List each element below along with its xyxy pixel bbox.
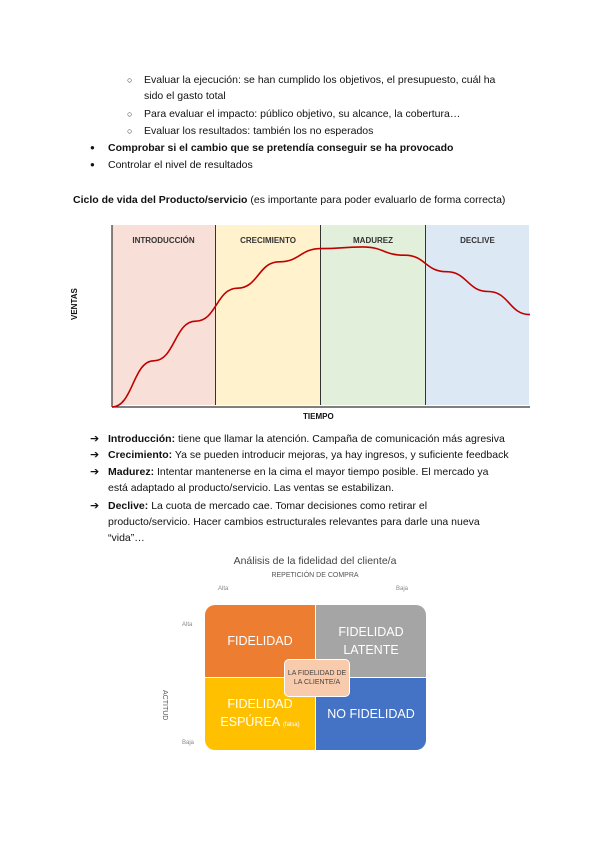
phase-label-declive: DECLIVE bbox=[460, 236, 495, 245]
bullet-icon: ● bbox=[90, 160, 95, 169]
subitem-impacto bbox=[127, 106, 132, 122]
matrix-left-bottom-label: Baja bbox=[182, 740, 195, 746]
matrix-left-top-label: Alta bbox=[182, 622, 193, 628]
chart-svg bbox=[100, 220, 540, 420]
sales-curve bbox=[112, 247, 530, 407]
quadrant-no-fidelidad: NO FIDELIDAD bbox=[316, 678, 426, 750]
circle-bullet-icon: ○ bbox=[127, 109, 133, 119]
quadrant-fidelidad: FIDELIDAD bbox=[205, 605, 315, 677]
phase-label-crecimiento: CRECIMIENTO bbox=[240, 236, 296, 245]
y-axis-label: VENTAS bbox=[70, 288, 79, 320]
circle-bullet-icon: ○ bbox=[127, 75, 133, 85]
arrow-icon: ➔ bbox=[90, 449, 100, 461]
bullet-controlar: Controlar el nivel de resultados bbox=[108, 159, 253, 171]
bullet-comprobar: Comprobar si el cambio que se pretendía conseguir se ha provocado bbox=[108, 142, 454, 154]
matrix-axis-y: ACTITUD bbox=[161, 690, 168, 721]
phase-label-introduccion: INTRODUCCIÓN bbox=[132, 236, 195, 245]
arrow-item-madurez: Madurez: Intentar mantenerse en la cima el mayor tiempo posible. El mercado ya está adaptado al producto/servicio. Las ventas se estabilizan. bbox=[108, 466, 489, 494]
subitem-resultados bbox=[127, 123, 132, 139]
matrix-top-left-label: Alta bbox=[218, 586, 229, 592]
arrow-item-declive: Declive: La cuota de mercado cae. Tomar decisiones como retirar el producto/servicio. Hacer cambios estructurales relevantes para darle una nueva “vida”… bbox=[108, 500, 480, 544]
matrix-top-right-label: Baja bbox=[396, 586, 409, 592]
matrix-subtitle: REPETICIÓN DE COMPRA bbox=[271, 572, 359, 579]
subitem-ejecucion-text: Evaluar la ejecución: se han cumplido los objetivos, el presupuesto, cuál ha sido el gasto total bbox=[144, 74, 496, 102]
subitem-impacto-text: Para evaluar el impacto: público objetivo, su alcance, la cobertura… bbox=[144, 108, 461, 120]
phase-label-madurez: MADUREZ bbox=[353, 236, 393, 245]
quadrant-fidelidad-espurea: FIDELIDAD ESPÚREA (falsa) bbox=[205, 678, 315, 750]
section-title: Ciclo de vida del Producto/servicio (es importante para poder evaluarlo de forma correcta) bbox=[73, 194, 506, 206]
arrow-item-crecimiento: Crecimiento: Ya se pueden introducir mejoras, ya hay ingresos, y suficiente feedback bbox=[108, 449, 509, 461]
quadrant-fidelidad-latente: FIDELIDAD LATENTE bbox=[316, 605, 426, 677]
x-axis-label: TIEMPO bbox=[303, 412, 334, 421]
bullet-icon: ● bbox=[90, 143, 95, 152]
circle-bullet-icon: ○ bbox=[127, 126, 133, 136]
arrow-item-introduccion: Introducción: tiene que llamar la atención. Campaña de comunicación más agresiva bbox=[108, 433, 505, 445]
subitem-ejecucion bbox=[127, 72, 132, 88]
matrix-center-box: LA FIDELIDAD DE LA CLIENTE/A bbox=[284, 659, 350, 697]
arrow-icon: ➔ bbox=[90, 500, 100, 512]
arrow-icon: ➔ bbox=[90, 466, 100, 478]
subitem-resultados-text: Evaluar los resultados: también los no esperados bbox=[144, 125, 374, 137]
arrow-icon: ➔ bbox=[90, 433, 100, 445]
matrix-title: Análisis de la fidelidad del cliente/a bbox=[233, 555, 397, 567]
